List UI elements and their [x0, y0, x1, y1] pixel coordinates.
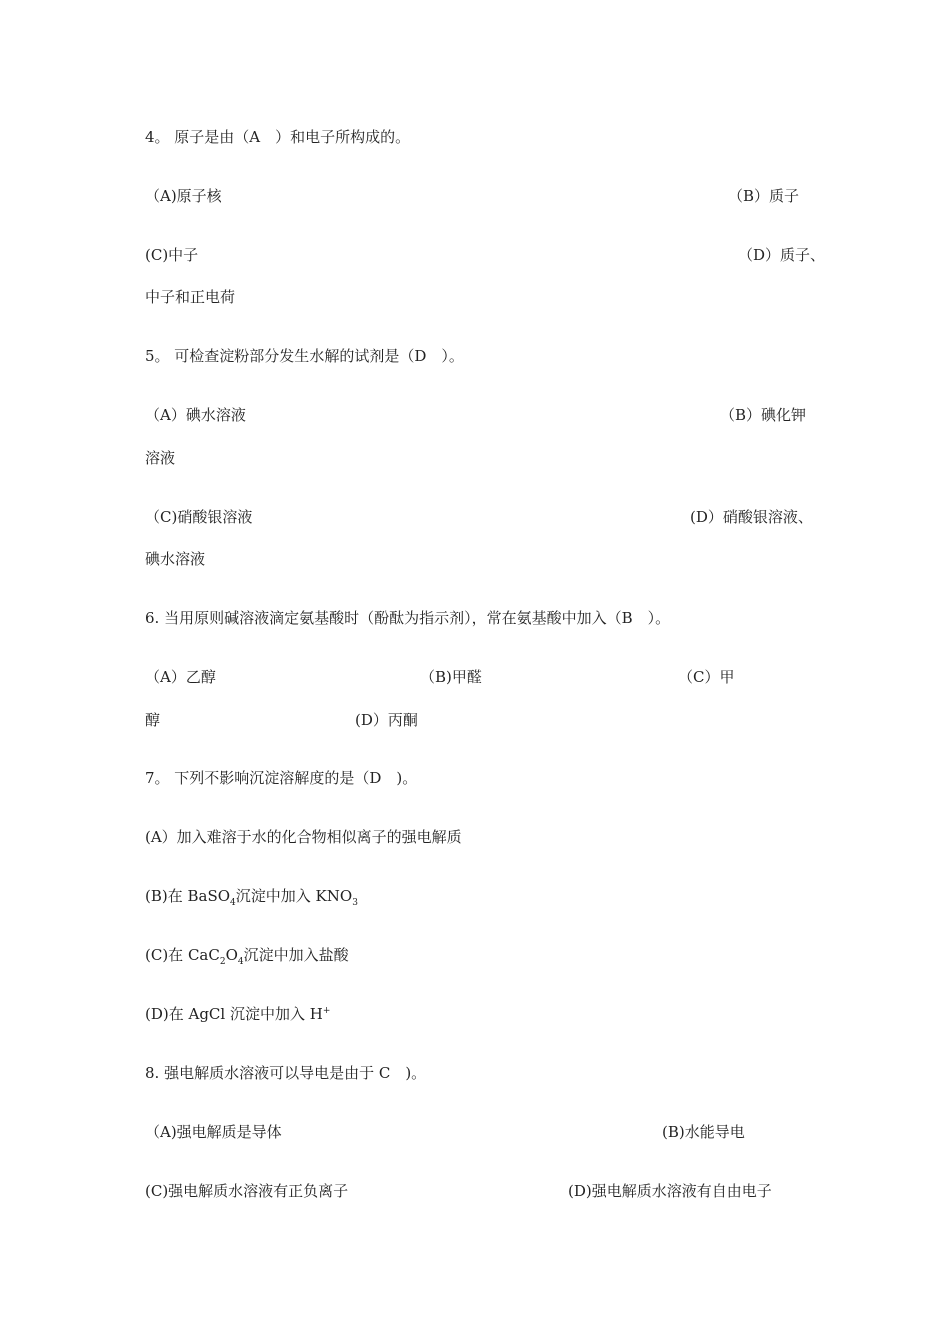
question-8-stem: 8. 强电解质水溶液可以导电是由于 C )。 [145, 1064, 427, 1082]
question-6-option-c-continued: 醇 [145, 711, 161, 729]
question-4-option-c: (C)中子 [145, 246, 199, 264]
question-6-option-a: （A）乙醇 [145, 668, 216, 686]
question-4-option-a: （A)原子核 [145, 187, 222, 205]
question-6-option-d: (D）丙酮 [355, 711, 418, 729]
question-6-option-b: （B)甲醛 [420, 668, 482, 686]
question-8-option-b: (B)水能导电 [662, 1123, 745, 1141]
question-7-option-b: (B)在 BaSO$_4$沉淀中加入 $KNO_3$ [145, 887, 358, 908]
question-7-option-c: (C)在 $CaC_2O_4$沉淀中加入盐酸 [145, 946, 349, 967]
question-8-option-c: (C)强电解质水溶液有正负离子 [145, 1182, 349, 1200]
question-5-option-a: （A）碘水溶液 [145, 406, 246, 424]
question-8-option-d: (D)强电解质水溶液有自由电子 [568, 1182, 772, 1200]
question-4-option-d: （D）质子、 [738, 246, 826, 264]
question-7-option-d: (D)在 AgCl 沉淀中加入 H+ [145, 1005, 331, 1023]
question-4-option-b: （B）质子 [728, 187, 800, 205]
question-5-option-b: （B）碘化钾 [720, 406, 807, 424]
question-5-option-b-continued: 溶液 [145, 449, 176, 467]
question-6-option-c: （C）甲 [678, 668, 735, 686]
question-4-stem: 4。 原子是由（A ）和电子所构成的。 [145, 128, 411, 146]
question-7-option-a: (A）加入难溶于水的化合物相似离子的强电解质 [145, 828, 462, 846]
question-5-stem: 5。 可检查淀粉部分发生水解的试剂是（D ）。 [145, 347, 464, 365]
question-5-option-d: (D）硝酸银溶液、 [690, 508, 813, 526]
question-6-stem: 6. 当用原则碱溶液滴定氨基酸时（酚酞为指示剂），常在氨基酸中加入（B ）。 [145, 609, 671, 627]
question-5-option-c: （C)硝酸银溶液 [145, 508, 253, 526]
question-8-option-a: （A)强电解质是导体 [145, 1123, 282, 1141]
question-4-option-d-continued: 中子和正电荷 [145, 288, 236, 306]
question-7-stem: 7。 下列不影响沉淀溶解度的是（D )。 [145, 769, 418, 787]
question-5-option-d-continued: 碘水溶液 [145, 550, 206, 568]
